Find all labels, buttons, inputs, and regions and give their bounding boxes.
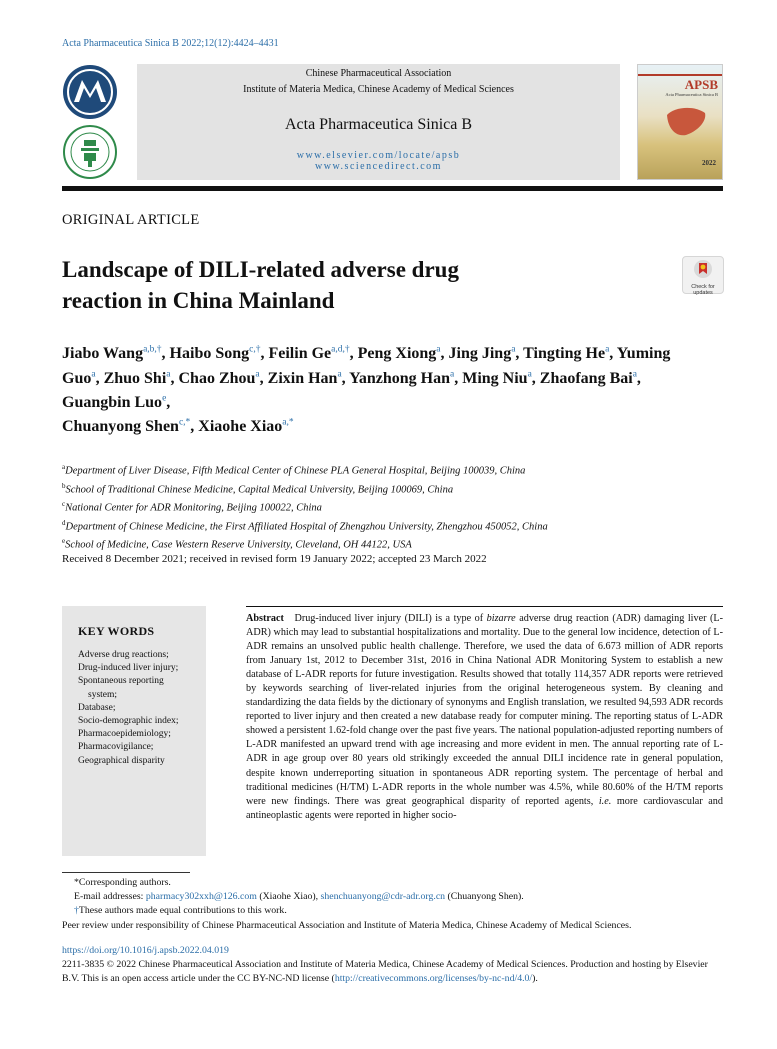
author: Chao Zhou$^a$, xyxy=(178,369,268,387)
author-name: Tingting He xyxy=(523,345,606,363)
author-name: Yuming Guo xyxy=(62,345,671,387)
author: Yuming Guo$^a$, xyxy=(62,345,671,387)
journal-citation[interactable]: Acta Pharmaceutica Sinica B 2022;12(12):4424–4431 xyxy=(62,38,279,49)
keyword: Pharmacoepidemiology; xyxy=(78,729,171,740)
author-name: Zixin Han xyxy=(267,369,338,387)
keyword: Spontaneous reporting xyxy=(78,676,164,687)
author: Tingting He$^a$, xyxy=(523,345,617,363)
author-affiliation-link[interactable]: a xyxy=(255,369,260,380)
author: Jing Jing$^a$, xyxy=(448,345,524,363)
footnote-rule xyxy=(62,872,190,873)
author-affiliation-link[interactable]: a xyxy=(91,369,96,380)
affiliation: $^d$Department of Chinese Medicine, the First Affiliated Hospital of Zhengzhou University, Zhengzhou 450052, China xyxy=(62,518,548,532)
crossmark-icon xyxy=(693,259,713,279)
author-name: Peng Xiong xyxy=(357,345,437,363)
author: Haibo Song$^{c,\dagger}$, xyxy=(169,345,269,363)
article-type: ORIGINAL ARTICLE xyxy=(62,212,200,228)
cover-liver-icon xyxy=(664,105,708,139)
author-affiliation-link[interactable]: a,d,† xyxy=(331,345,350,355)
cover-year: 2022 xyxy=(702,159,716,167)
journal-masthead xyxy=(137,64,620,180)
institute-logo xyxy=(62,124,118,180)
author-name: Yanzhong Han xyxy=(349,369,450,387)
author-affiliation-link[interactable]: e xyxy=(162,393,167,404)
license-link[interactable]: http://creativecommons.org/licenses/by-nc-nd/4.0/ xyxy=(334,973,533,985)
keywords-panel xyxy=(62,606,206,856)
author: Ming Niu$^a$, xyxy=(462,369,540,387)
keyword: Pharmacovigilance; xyxy=(78,742,154,753)
author-affiliation-link[interactable]: a xyxy=(605,345,610,355)
footnotes xyxy=(62,876,727,933)
journal-url-elsevier[interactable]: www.elsevier.com/locate/apsb xyxy=(296,150,461,161)
peer-review-note: Peer review under responsibility of Chinese Pharmaceutical Association and Institute of Materia Medica, Chinese Academy of Medical Sciences. xyxy=(62,919,632,931)
author-affiliation-link[interactable]: a xyxy=(511,345,516,355)
journal-cover-thumbnail[interactable] xyxy=(637,64,723,180)
author-affiliation-link[interactable]: a xyxy=(450,369,455,380)
corresponding-note: *Corresponding authors. xyxy=(74,877,171,888)
affiliation-list xyxy=(62,460,722,553)
author: Peng Xiong$^a$, xyxy=(357,345,449,363)
affiliation: $^e$School of Medicine, Case Western Reserve University, Cleveland, OH 44122, USA xyxy=(62,537,412,551)
author-affiliation-link[interactable]: a,b,† xyxy=(143,345,162,355)
article-title-line: Landscape of DILI-related adverse drug xyxy=(62,257,459,282)
keyword: Adverse drug reactions; xyxy=(78,650,169,660)
header-rule xyxy=(62,186,723,191)
email-note: E-mail addresses: pharmacy302xxh@126.com (Xiaohe Xiao), shenchuanyong@cdr-adr.org.cn (Chuanyong Shen). xyxy=(74,891,524,903)
equal-contribution-note: †These authors made equal contributions to this work. xyxy=(74,905,287,917)
affiliation: $^c$National Center for ADR Monitoring, Beijing 100022, China xyxy=(62,500,322,514)
journal-url-sciencedirect[interactable]: www.sciencedirect.com xyxy=(315,161,442,172)
author-name: Feilin Ge xyxy=(268,345,332,363)
author: Chuanyong Shen$^{c,*}$, xyxy=(62,417,199,436)
article-title-line: reaction in China Mainland xyxy=(62,288,335,313)
cover-subtitle: Acta Pharmaceutica Sinica B xyxy=(665,92,718,97)
keyword: Geographical disparity xyxy=(78,755,165,766)
author-name: Jiabo Wang xyxy=(62,345,144,363)
author: Jiabo Wang$^{a,b,\dagger}$, xyxy=(62,345,170,363)
author-name: Zhaofang Bai xyxy=(539,369,633,387)
email-link-shen[interactable]: shenchuanyong@cdr-adr.org.cn xyxy=(320,891,446,903)
author-name: Haibo Song xyxy=(169,345,250,363)
abstract-text: Abstract Drug-induced liver injury (DILI) is a type of bizarre adverse drug reaction (ADR) damaging liver (L-ADR) which may lead to substantial hospitalizations and mortality. Due to the general low incidence, detection of L-ADR remains an unsolved public health challenge. Therefore, we used the data of 6.673 million of ADR reports from January 1st, 2012 to December 31st, 2016 in China National ADR Monitoring System to establish a new database of L-ADR reports for future investigation. Results showed that totally 114,357 ADR reports were retrieved by keywords searching of liver-related injuries from the original heterogeneous system. By cleaning and standardizing the data fields by the dictionary of synonyms and English translation, we resulted 94,593 ADR records reported to liver injury and then created a new database ready for computer mining. The reporting status of L-ADR showed a persistent 1.62-fold change over the past five years. The national population-adjusted reporting numbers of L-ADR manifested an upward trend with age increasing and more evident in men. The annual reporting rate of L-ADR in age group over 80 years old strikingly exceeded the annual DILI incidence rate in general population, despite known underreporting situation in spontaneous ADR reporting system. The percentage of herbal and traditional medicines (H/TM) L-ADR reports in the whole number was 4.5%, while 80.60% of the H/TM reports were new findings. There was great geographical disparity of reported agents, i.e. more cardiovascular and antineoplastic agents were reported in higher socio- xyxy=(246,613,724,821)
author-affiliation-link[interactable]: c,* xyxy=(178,417,191,428)
check-for-updates-button[interactable] xyxy=(682,256,724,294)
keyword: Drug-induced liver injury; xyxy=(78,663,179,674)
author-name: Chuanyong Shen xyxy=(62,418,179,436)
author-name: Chao Zhou xyxy=(178,369,256,387)
author-name: Guangbin Luo xyxy=(62,393,163,411)
author-affiliation-link[interactable]: a,* xyxy=(282,417,294,428)
author-affiliation-link[interactable]: a xyxy=(337,369,342,380)
author-list xyxy=(62,340,702,437)
author: Feilin $Ge^{a,d,\dagger}$, xyxy=(268,345,358,363)
author: Guangbin Luo$^e$, xyxy=(62,393,171,411)
cover-title: APSB xyxy=(684,77,718,92)
abstract-label: Abstract xyxy=(246,613,284,624)
journal-name: Acta Pharmaceutica Sinica B xyxy=(284,116,473,133)
keyword: Database; xyxy=(78,702,116,713)
author: Yanzhong Han$^a$, xyxy=(349,369,463,387)
license-note: 2211-3835 © 2022 Chinese Pharmaceutical Association and Institute of Materia Medica, Chinese Academy of Medical Sciences. Production and hosting by Elsevier B.V. This is an open access article under the CC BY-NC-ND license (http://creativecommons.org/licenses/by-nc-nd/4.0/). xyxy=(62,959,708,985)
author-affiliation-link[interactable]: a xyxy=(632,369,637,380)
author: Zhaofang Bai$^a$, xyxy=(539,369,641,387)
author-name: Zhuo Shi xyxy=(103,369,167,387)
affiliation: $^b$School of Traditional Chinese Medicine, Capital Medical University, Beijing 100069, China xyxy=(62,481,454,495)
abstract-rule xyxy=(246,606,723,607)
author: Zhuo Shi$^a$, xyxy=(103,369,179,387)
doi-link[interactable]: https://doi.org/10.1016/j.apsb.2022.04.019 xyxy=(62,945,229,956)
author-affiliation-link[interactable]: a xyxy=(436,345,441,355)
author: Zixin Han$^a$, xyxy=(267,369,350,387)
article-title xyxy=(62,254,662,316)
crossmark-label-2: updates xyxy=(693,290,713,296)
association-logo xyxy=(62,64,118,120)
dagger-symbol: † xyxy=(74,905,79,917)
email-link-xiao[interactable]: pharmacy302xxh@126.com xyxy=(145,891,257,903)
author-name: Jing Jing xyxy=(448,345,512,363)
author xyxy=(198,418,293,435)
author-affiliation-link[interactable]: a xyxy=(527,369,532,380)
publisher-institute: Institute of Materia Medica, Chinese Academy of Medical Sciences xyxy=(243,84,514,95)
cover-band xyxy=(638,74,722,76)
keyword: system; xyxy=(88,689,118,700)
publisher-association: Chinese Pharmaceutical Association xyxy=(305,68,452,79)
author-name: Xiaohe Xiao xyxy=(198,418,283,436)
affiliation: $^a$Department of Liver Disease, Fifth Medical Center of Chinese PLA General Hospital, Beijing 100039, China xyxy=(62,463,526,477)
author-affiliation-link[interactable]: c,† xyxy=(249,345,261,355)
received-dates: Received 8 December 2021; received in revised form 19 January 2022; accepted 23 March 2022 xyxy=(62,553,487,565)
crossmark-label-1: Check for xyxy=(691,284,715,290)
keywords-heading: KEY WORDS xyxy=(78,624,155,638)
keyword: Socio-demographic index; xyxy=(78,716,179,727)
author-affiliation-link[interactable]: a xyxy=(166,369,171,380)
author-name: Ming Niu xyxy=(462,369,528,387)
